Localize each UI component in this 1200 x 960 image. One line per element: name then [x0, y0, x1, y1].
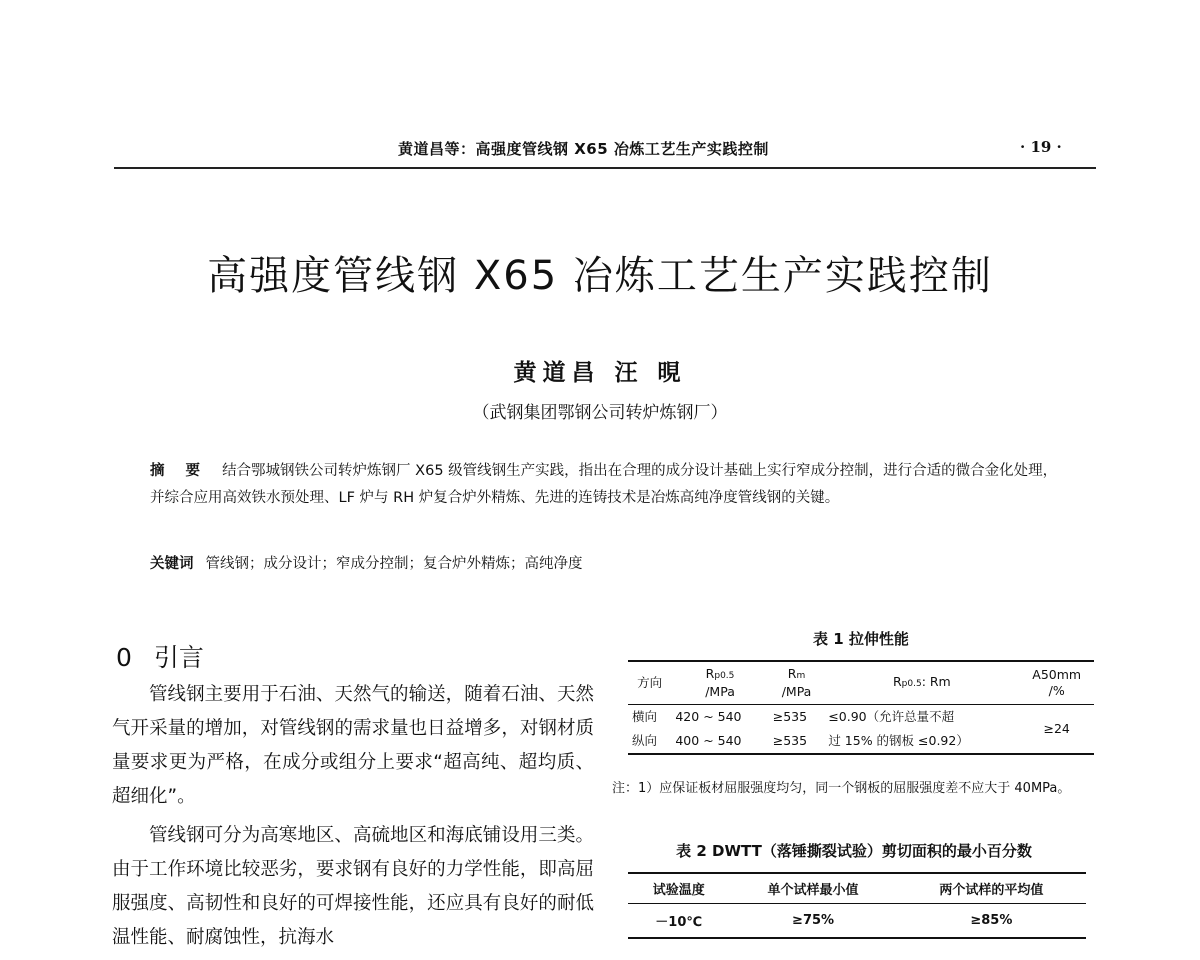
cell: ≥535: [772, 709, 808, 724]
col-temperature: 试验温度: [628, 873, 729, 904]
table-row: [628, 904, 1086, 939]
col-ratio: Rp0.5: Rm: [824, 661, 1019, 705]
col-rp: Rp0.5 /MPa: [671, 661, 768, 705]
cell: 过 15% 的钢板 ≤0.92）: [828, 733, 969, 748]
cell: ≥75%: [792, 913, 835, 928]
table1-note: 注：1）应保证板材屈服强度均匀，同一个钢板的屈服强度差不应大于 40MPa。: [612, 781, 1071, 796]
table2-caption: 表 2 DWTT（落锤撕裂试验）剪切面积的最小百分数: [676, 842, 1032, 860]
keywords-label: 关键词: [150, 556, 194, 572]
keywords: [150, 552, 1070, 573]
body-text: [112, 678, 594, 960]
cell: 400 ~ 540: [675, 733, 742, 748]
abstract-label: 摘 要: [150, 463, 209, 479]
page-number: · 19 ·: [1020, 138, 1062, 156]
col-single-min: 单个试样最小值: [729, 873, 896, 904]
section-heading: [116, 638, 204, 674]
running-header-title: 黄道昌等：高强度管线钢 X65 冶炼工艺生产实践控制: [398, 140, 769, 158]
keywords-text: 管线钢；成分设计；窄成分控制；复合炉外精炼；高纯净度: [205, 556, 583, 572]
cell: 纵向: [632, 733, 658, 748]
abstract: [150, 458, 1070, 512]
col-average: 两个试样的平均值: [897, 873, 1086, 904]
table2-dwtt: [628, 872, 1086, 939]
table1-caption: 表 1 拉伸性能: [813, 630, 909, 648]
cell: 横向: [632, 709, 658, 724]
table1-tensile-properties: [628, 660, 1094, 755]
paragraph: 管线钢主要用于石油、天然气的输送，随着石油、天然气开采量的增加，对管线钢的需求量也日益增多，对钢材质量要求更为严格，在成分或组分上要求“超高纯、超均质、超细化”。: [112, 684, 594, 807]
col-direction: 方向: [628, 661, 671, 705]
authors: 黄道昌 汪 晛: [513, 359, 687, 386]
section-number: 0: [116, 643, 132, 672]
table-header-row: [628, 873, 1086, 904]
paper-title: 高强度管线钢 X65 冶炼工艺生产实践控制: [207, 253, 993, 299]
header-rule: [114, 167, 1096, 169]
cell: ≥85%: [970, 913, 1013, 928]
cell: ≥535: [772, 733, 808, 748]
table-header-row: [628, 661, 1094, 705]
col-rm: Rm /MPa: [769, 661, 825, 705]
cell: ≤0.90（允许总量不超: [828, 709, 955, 724]
cell: 420 ~ 540: [675, 709, 742, 724]
paragraph: 管线钢可分为高寒地区、高硫地区和海底铺设用三类。由于工作环境比较恶劣，要求钢有良好的力学性能，即高屈服强度、高韧性和良好的可焊接性能，还应具有良好的耐低温性能、耐腐蚀性，抗海水: [112, 825, 594, 948]
abstract-text: 结合鄂城钢铁公司转炉炼钢厂 X65 级管线钢生产实践，指出在合理的成分设计基础上实行窄成分控制，进行合适的微合金化处理，并综合应用高效铁水预处理、LF 炉与 RH 炉复合炉外精炼、先进的连铸技术是冶炼高纯净度管线钢的关键。: [150, 463, 1058, 506]
section-title: 引言: [153, 643, 204, 672]
cell: －10℃: [655, 915, 703, 930]
table-row: [628, 705, 1094, 730]
col-a50: A50mm /%: [1019, 661, 1094, 705]
affiliation: （武钢集团鄂钢公司转炉炼钢厂）: [472, 403, 728, 423]
cell-a50: ≥24: [1043, 721, 1070, 736]
